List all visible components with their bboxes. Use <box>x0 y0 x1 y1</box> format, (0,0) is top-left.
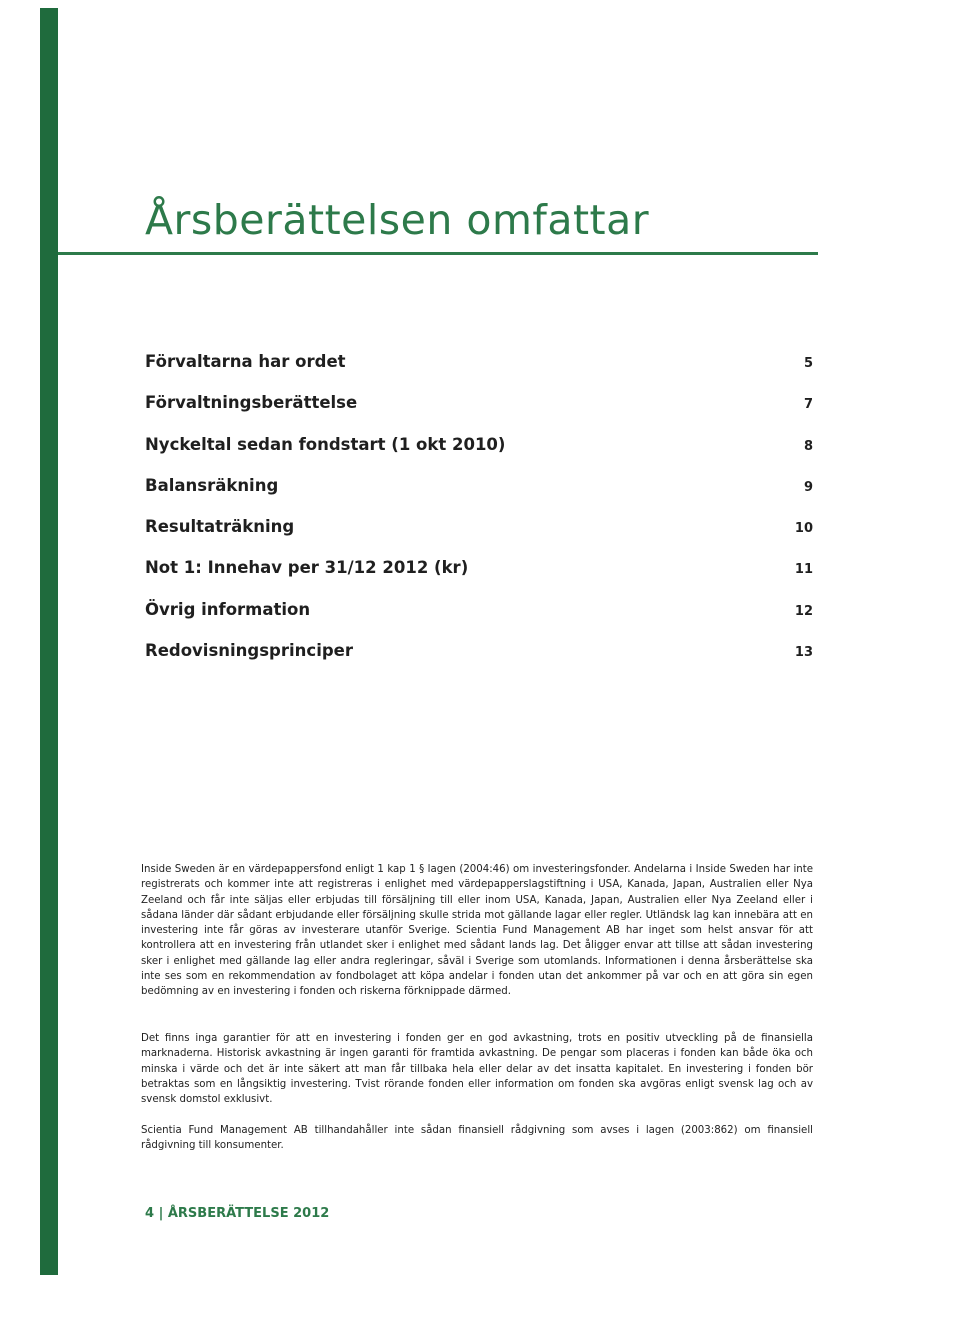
toc-entry-page: 13 <box>794 645 813 661</box>
toc-entry-label: Förvaltarna har ordet <box>145 352 346 371</box>
toc-entry-page: 9 <box>803 479 813 495</box>
toc-entry-page: 7 <box>803 397 813 413</box>
toc-entry-label: Not 1: Innehav per 31/12 2012 (kr) <box>145 558 469 578</box>
toc-entry-label: Resultaträkning <box>145 517 295 537</box>
toc-entry[interactable] <box>145 352 813 393</box>
toc-entry-page: 11 <box>794 562 813 578</box>
left-accent-bar <box>40 8 58 1275</box>
advice-paragraph: Scientia Fund Management AB tillhandahåller inte sådan finansiell rådgivning som avses i lagen (2003:862) om finansiell rådgivning till konsumenter. <box>141 1125 813 1152</box>
toc-entry[interactable] <box>145 641 813 682</box>
risk-paragraph: Det finns inga garantier för att en investering i fonden ger en god avkastning, trots en positiv utveckling på de finansiella marknaderna. Historisk avkastning är ingen garanti för framtida avkastning. De pengar som placeras i fonden kan både öka och minska i värde och det är inte säkert att man får tillbaka hela eller delar av det insatta kapitalet. En investering i fonden bör betraktas som en långsiktig investering. Tvist rörande fonden eller information om fonden ska avgöras enligt svensk lag och av svensk domstol exklusivt. <box>141 1033 813 1106</box>
toc-entry-page: 10 <box>794 521 813 537</box>
toc-entry-label: Balansräkning <box>145 475 279 495</box>
toc-entry-page: 5 <box>803 356 813 371</box>
page-footer: 4 | ÅRSBERÄTTELSE 2012 <box>145 1206 330 1221</box>
toc-entry[interactable] <box>145 476 813 517</box>
toc-entry-page: 8 <box>803 438 813 454</box>
disclaimer-paragraph: Inside Sweden är en värdepappersfond enligt 1 kap 1 § lagen (2004:46) om investeringsfonder. Andelarna i Inside Sweden har inte registrerats och kommer inte att registreras i enlighet med värdepapperslagstiftning i USA, Kanada, Japan, Australien eller Nya Zeeland och får inte säljas eller erbjudas till försäljning till eller inom USA, Kanada, Japan, Australien eller Nya Zeeland eller i sådana länder där sådant erbjudande eller försäljning skulle strida mot gällande lagar eller regler. Utländsk lag kan innebära att en investering inte får göras av investerare utanför Sverige. Scientia Fund Management AB har inget som helst ansvar för att kontrollera att en investering från utlandet sker i enlighet med sådant lands lag. Det åligger envar att tillse att sådan investering sker i enlighet med gällande lag eller andra regleringar, såväl i Sverige som utomlands. Informationen i denna årsberättelse ska inte ses som en rekommendation av fondbolaget att köpa andelar i fonden utan det ankommer på var och en att göra sin egen bedömning av en investering i fonden och riskerna förknippade därmed. <box>141 864 813 998</box>
toc-entry[interactable] <box>145 435 813 476</box>
toc-entry-page: 12 <box>794 603 813 619</box>
title-underline <box>58 252 818 255</box>
toc-entry[interactable] <box>145 517 813 558</box>
toc-entry[interactable] <box>145 558 813 599</box>
toc-entry-label: Nyckeltal sedan fondstart (1 okt 2010) <box>145 434 506 454</box>
toc-entry-label: Förvaltningsberättelse <box>145 393 358 413</box>
toc-entry-label: Redovisningsprinciper <box>145 641 353 661</box>
toc-entry-label: Övrig information <box>145 599 311 619</box>
page-title: Årsberättelsen omfattar <box>145 196 650 244</box>
toc-entry[interactable] <box>145 393 813 434</box>
table-of-contents <box>145 352 813 682</box>
toc-entry[interactable] <box>145 600 813 641</box>
